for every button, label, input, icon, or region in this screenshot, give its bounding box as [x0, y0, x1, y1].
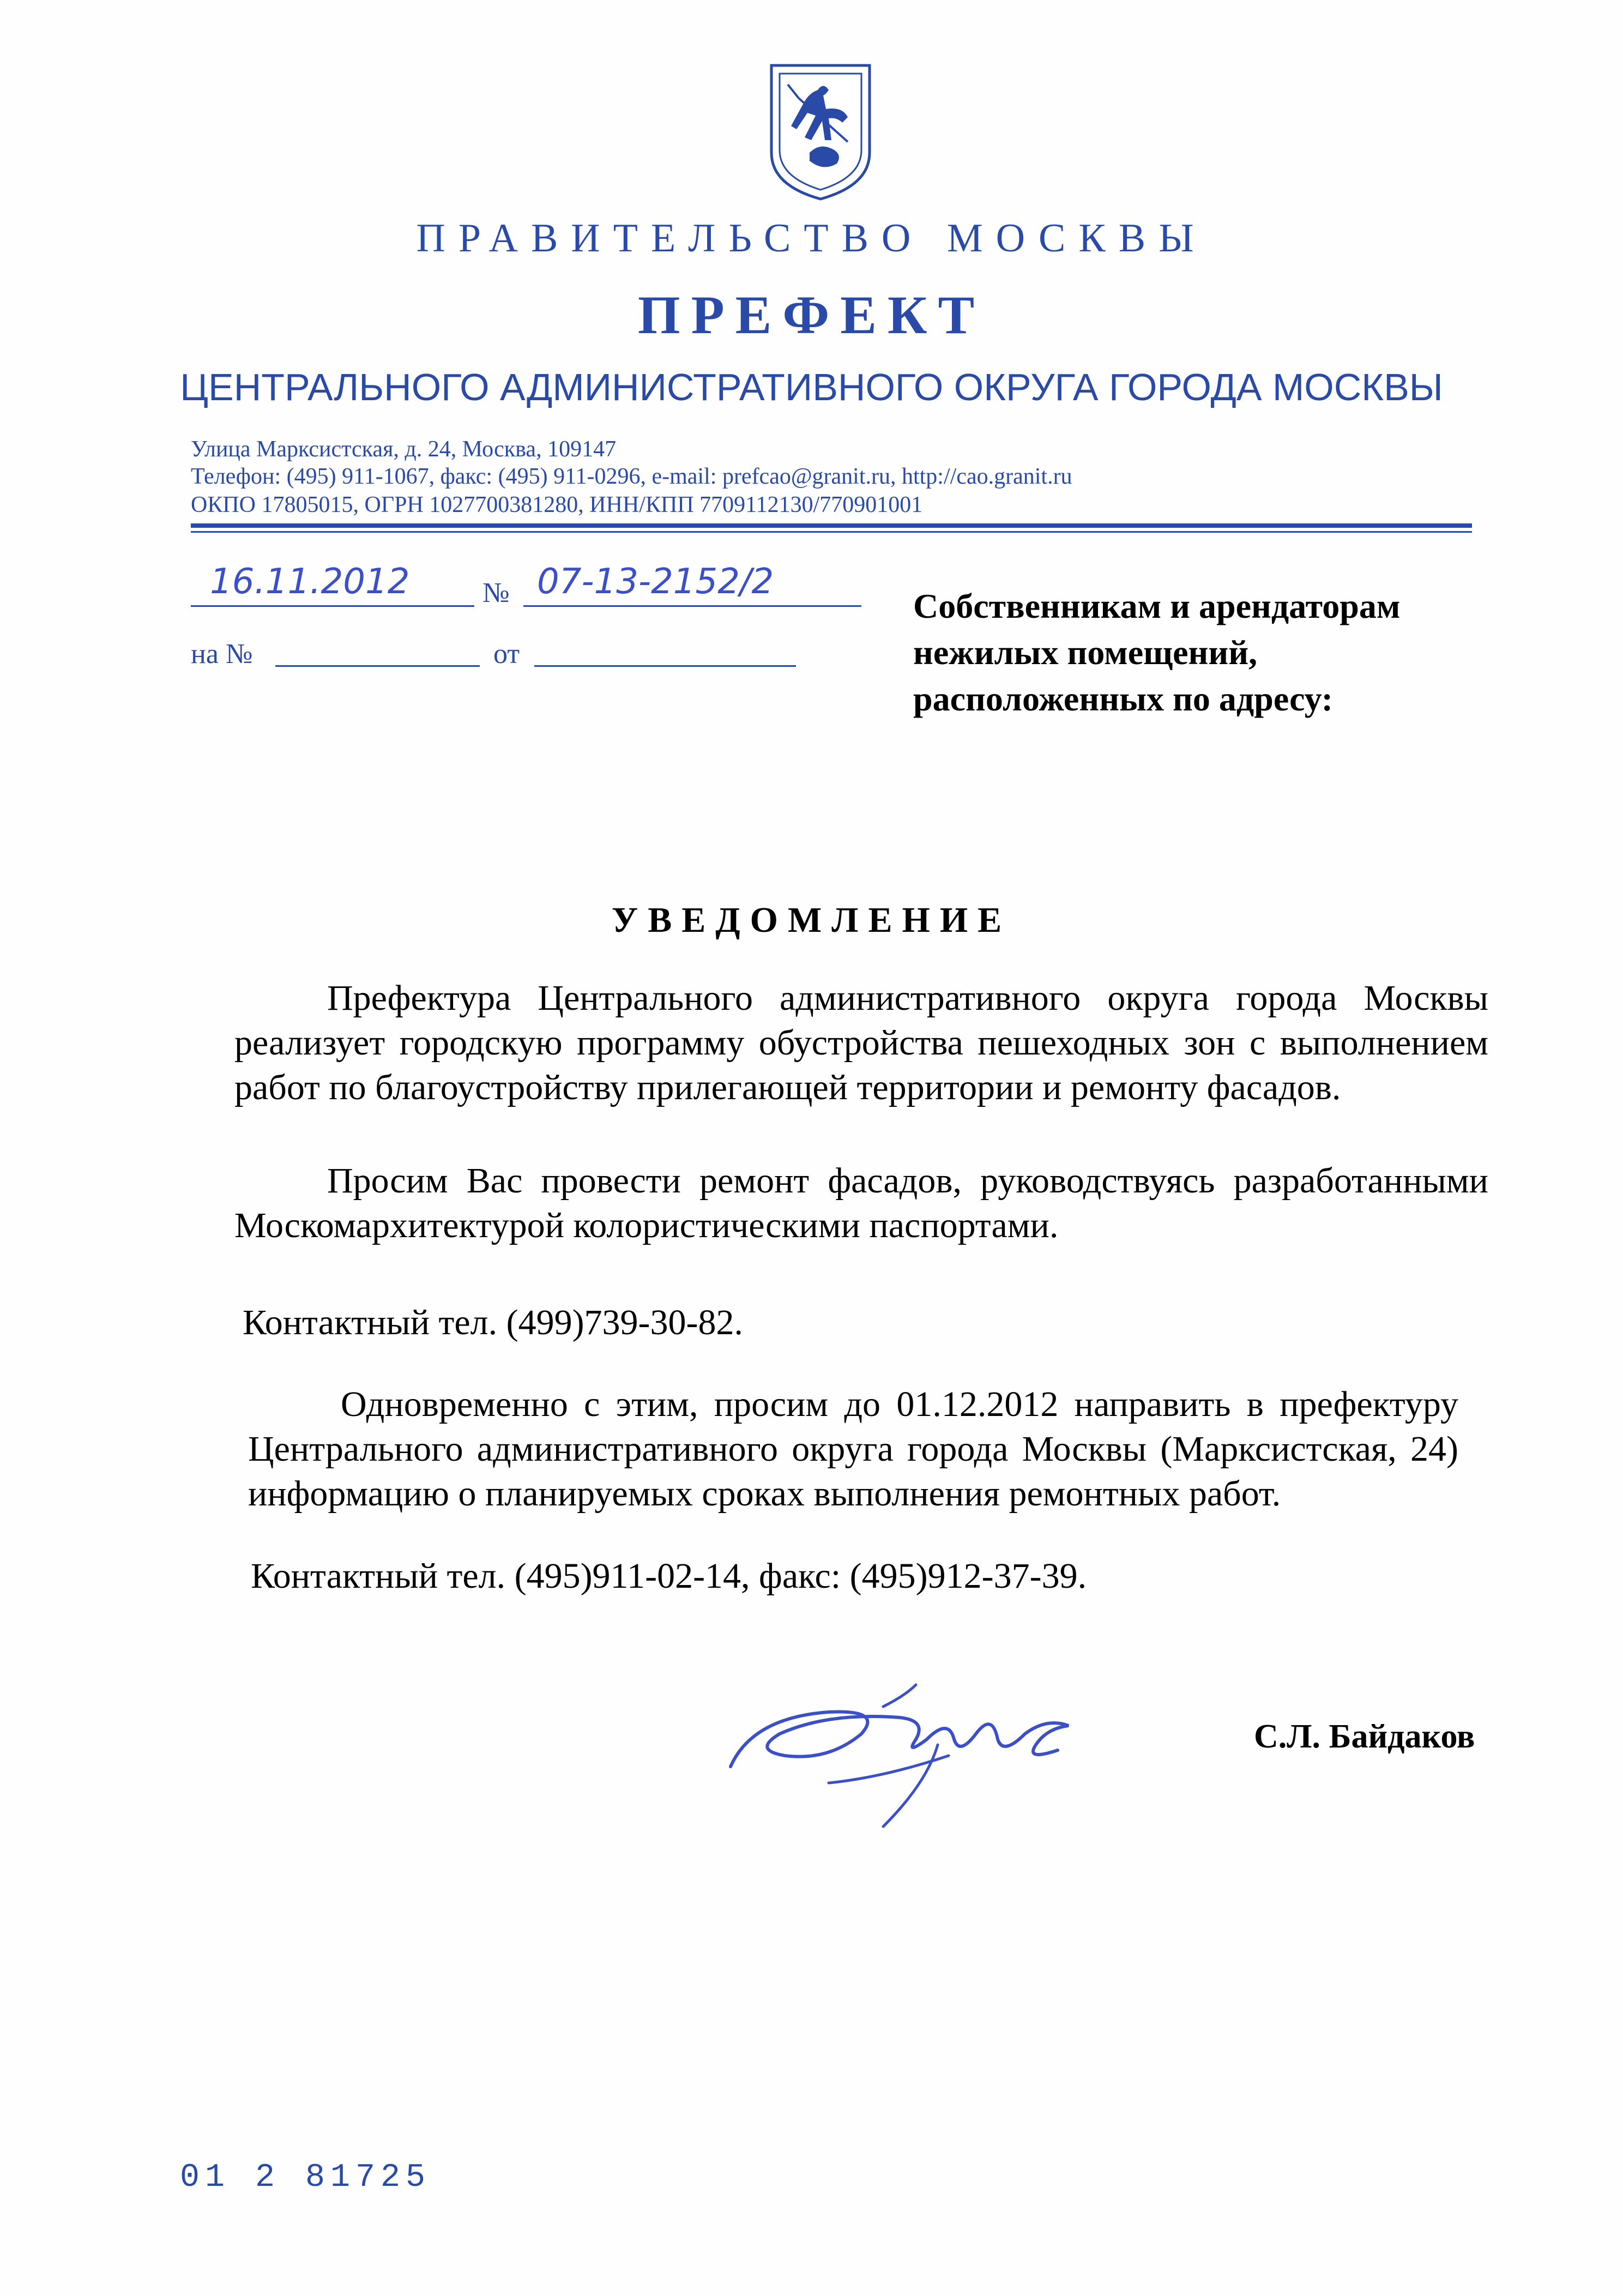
reference-number-label: на №	[191, 638, 253, 670]
contact-phone-fax: Контактный тел. (495)911-02-14, факс: (495)912-37-39.	[251, 1556, 1087, 1596]
government-name: ПРАВИТЕЛЬСТВО МОСКВЫ	[416, 216, 1207, 261]
handwritten-signature-icon	[720, 1674, 1101, 1837]
addressee-line: расположенных по адресу:	[913, 679, 1334, 718]
prefect-title: ПРЕФЕКТ	[637, 285, 986, 345]
addressee-line: нежилых помещений,	[913, 633, 1258, 672]
reference-date-underline	[534, 665, 796, 667]
notice-paragraph: Просим Вас провести ремонт фасадов, руководствуясь разработанными Москомархитектурой колористическими паспортами.	[234, 1161, 1488, 1245]
notice-paragraph: Префектура Центрального административного округа города Москвы реализует городскую программу обустройства пешеходных зон с выполнением работ по благоустройству прилегающей территории и ремонту фасадов.	[234, 978, 1488, 1107]
letterhead-rule-thick	[191, 523, 1472, 528]
signer-name: С.Л. Байдаков	[1254, 1718, 1475, 1755]
form-serial-number: 01 2 81725	[180, 2159, 431, 2196]
office-phone-line: Телефон: (495) 911-1067, факс: (495) 911-0296, e-mail: prefcao@granit.ru, http://cao.granit.ru	[191, 464, 1072, 489]
number-underline	[523, 605, 861, 607]
outgoing-date-handwritten: 16.11.2012	[210, 562, 410, 602]
notice-paragraph: Одновременно с этим, просим до 01.12.2012 направить в префектуру Центрального административного округа города Москвы (Марксистская, 24) информацию о планируемых сроках выполнения ремонтных работ.	[248, 1384, 1458, 1514]
date-underline	[191, 605, 474, 607]
letterhead-rule-thin	[191, 531, 1472, 533]
office-address: Улица Марксистская, д. 24, Москва, 109147	[191, 437, 617, 462]
moscow-coat-of-arms-icon	[766, 60, 875, 202]
reference-number-underline	[275, 665, 480, 667]
addressee-line: Собственникам и арендаторам	[913, 587, 1401, 625]
district-name: ЦЕНТРАЛЬНОГО АДМИНИСТРАТИВНОГО ОКРУГА ГОРОДА МОСКВЫ	[180, 366, 1443, 408]
notice-title: УВЕДОМЛЕНИЕ	[611, 900, 1012, 940]
outgoing-number-handwritten: 07-13-2152/2	[537, 562, 774, 602]
office-ids-line: ОКПО 17805015, ОГРН 1027700381280, ИНН/КПП 7709112130/770901001	[191, 492, 923, 517]
reference-date-label: от	[493, 638, 520, 670]
number-label: №	[482, 577, 510, 608]
contact-phone: Контактный тел. (499)739-30-82.	[243, 1303, 744, 1342]
